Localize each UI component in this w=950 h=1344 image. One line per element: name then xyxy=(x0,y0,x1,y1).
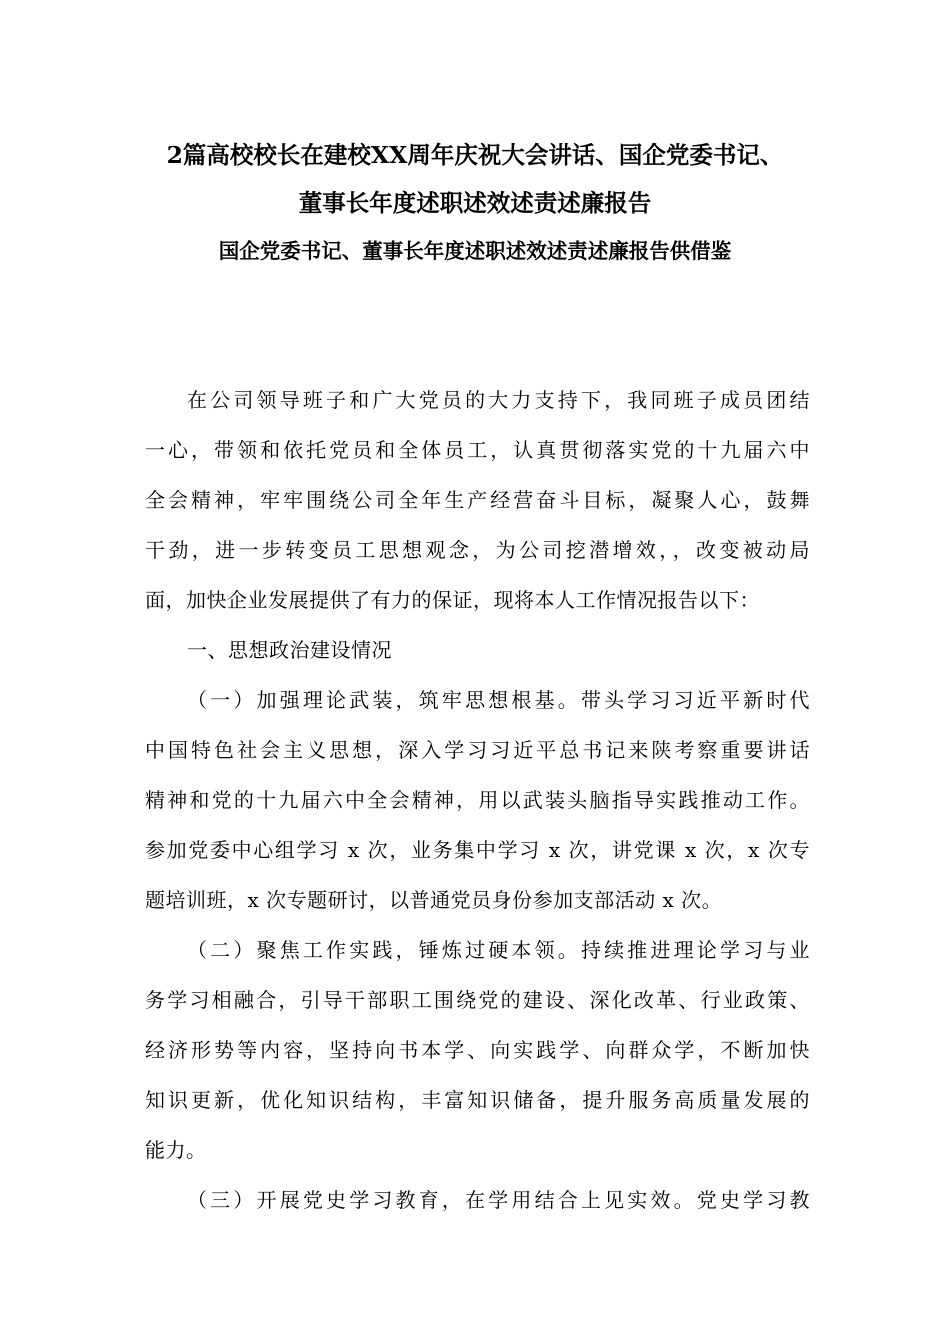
document-subtitle: 国企党委书记、董事长年度述职述效述责述廉报告供借鉴 xyxy=(218,239,732,263)
body-line: 能力。 xyxy=(145,1138,207,1162)
body-line: （一）加强理论武装，筑牢思想根基。带头学习习近平新时代 xyxy=(187,688,810,712)
section-heading: 一、思想政治建设情况 xyxy=(187,638,392,662)
document-title-line-1: 2篇高校校长在建校XX周年庆祝大会讲话、国企党委书记、 xyxy=(166,141,784,169)
body-line: 经济形势等内容，坚持向书本学、向实践学、向群众学，不断加快 xyxy=(145,1038,810,1062)
document-title-line-2: 董事长年度述职述效述责述廉报告 xyxy=(298,189,652,217)
body-line: 在公司领导班子和广大党员的大力支持下，我同班子成员团结 xyxy=(187,388,810,412)
body-line: 全会精神，牢牢围绕公司全年生产经营奋斗目标，凝聚人心，鼓舞 xyxy=(145,488,810,512)
body-line: （二）聚焦工作实践，锤炼过硬本领。持续推进理论学习与业 xyxy=(187,938,810,962)
body-line: （三）开展党史学习教育，在学用结合上见实效。党史学习教 xyxy=(187,1188,810,1212)
body-line: 知识更新，优化知识结构，丰富知识储备，提升服务高质量发展的 xyxy=(145,1088,810,1112)
body-line: 中国特色社会主义思想，深入学习习近平总书记来陕考察重要讲话 xyxy=(145,738,810,762)
body-line: 面，加快企业发展提供了有力的保证，现将本人工作情况报告以下： xyxy=(145,588,760,612)
body-line: 参加党委中心组学习 x 次，业务集中学习 x 次，讲党课 x 次，x 次专 xyxy=(145,838,810,862)
body-line: 干劲，进一步转变员工思想观念，为公司挖潜增效，，改变被动局 xyxy=(145,538,810,562)
body-line: 题培训班，x 次专题研讨，以普通党员身份参加支部活动 x 次。 xyxy=(145,888,723,912)
document-body xyxy=(145,380,810,1230)
body-line: 务学习相融合，引导干部职工围绕党的建设、深化改革、行业政策、 xyxy=(145,988,810,1012)
body-line: 一心，带领和依托党员和全体员工，认真贯彻落实党的十九届六中 xyxy=(145,438,810,462)
body-line: 精神和党的十九届六中全会精神，用以武装头脑指导实践推动工作。 xyxy=(145,788,810,812)
